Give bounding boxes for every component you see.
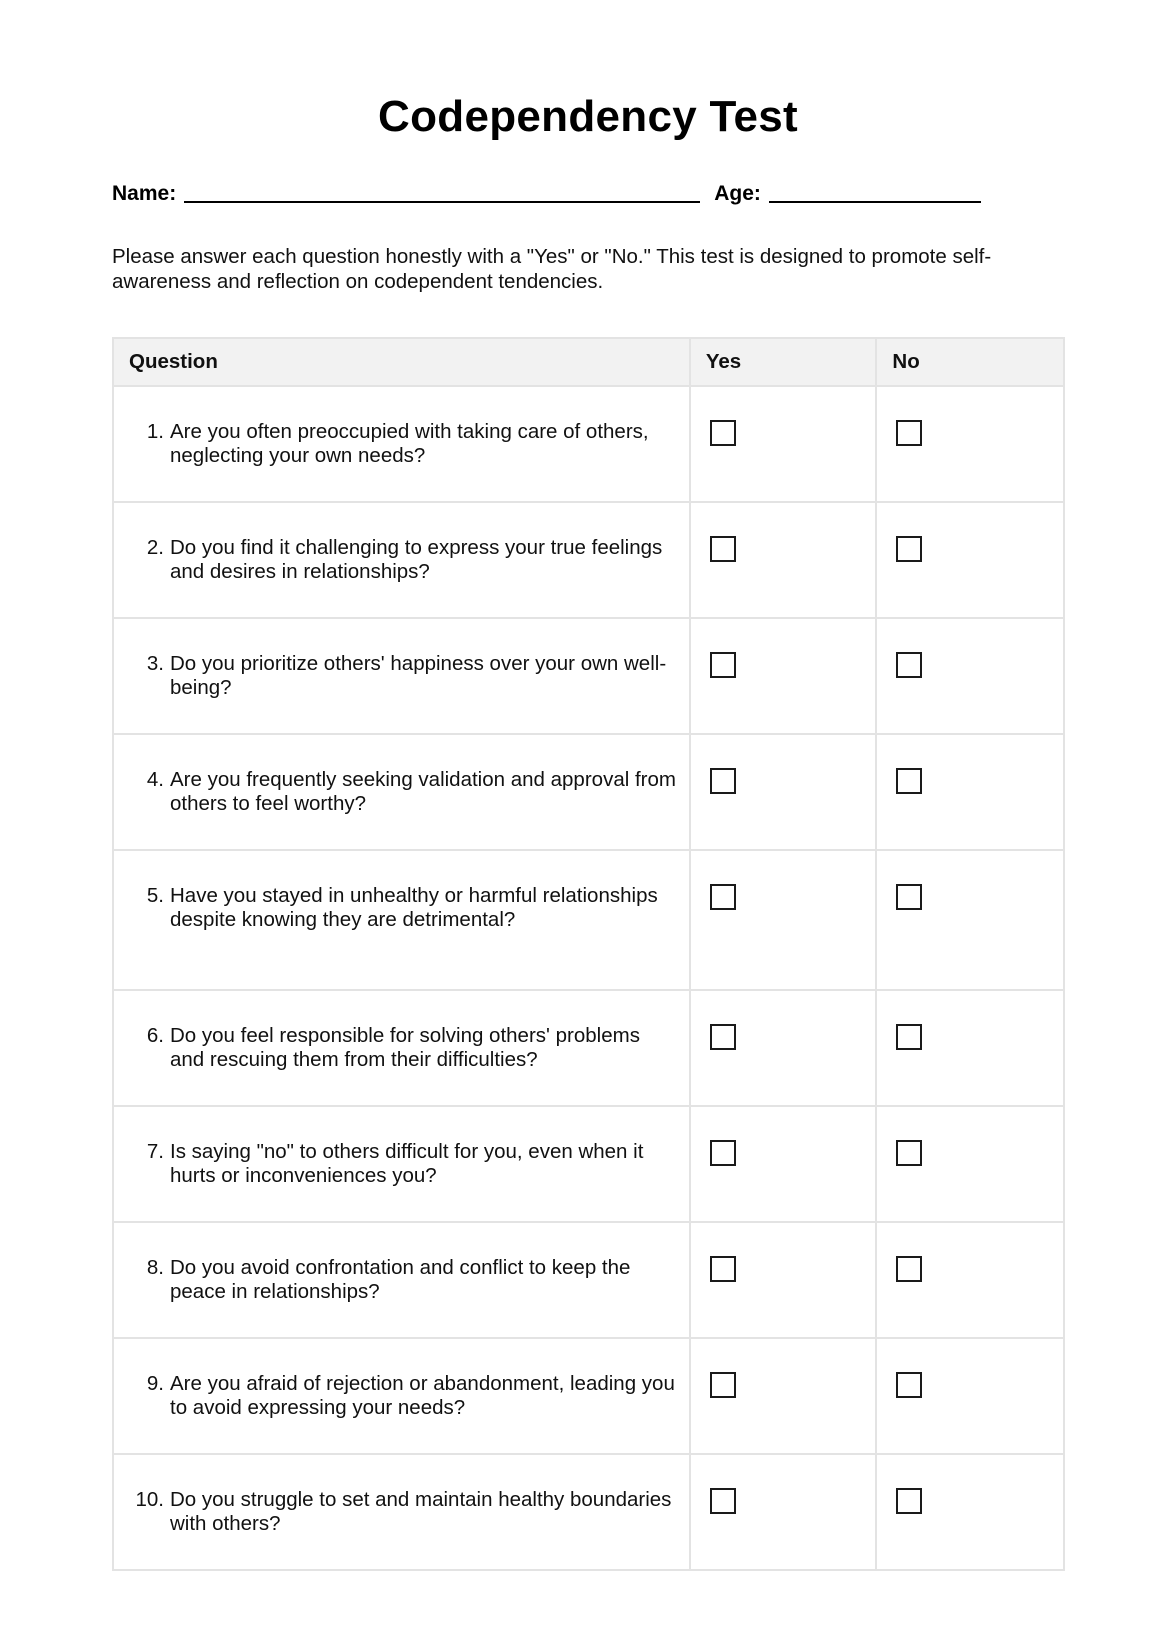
yes-cell <box>690 618 877 734</box>
no-checkbox[interactable] <box>896 884 922 910</box>
column-header-question: Question <box>113 338 690 386</box>
yes-cell <box>690 1106 877 1222</box>
no-checkbox[interactable] <box>896 1488 922 1514</box>
yes-checkbox[interactable] <box>710 1256 736 1282</box>
no-cell <box>876 502 1064 618</box>
question-text: Do you struggle to set and maintain healthy boundaries with others? <box>170 1488 672 1535</box>
table-row <box>113 1106 1064 1222</box>
age-label: Age: <box>714 182 761 205</box>
yes-cell <box>690 502 877 618</box>
table-header-row <box>113 338 1064 386</box>
table-row <box>113 618 1064 734</box>
question-cell <box>113 1106 690 1222</box>
question-number: 9. <box>146 1372 164 1395</box>
question-text: Is saying "no" to others difficult for you, even when it hurts or inconveniences you? <box>170 1140 644 1187</box>
question-number: 6. <box>146 1024 164 1047</box>
question-cell <box>113 1454 690 1570</box>
table-row <box>113 990 1064 1106</box>
no-checkbox[interactable] <box>896 652 922 678</box>
table-row <box>113 850 1064 990</box>
page-title: Codependency Test <box>378 92 798 141</box>
yes-checkbox[interactable] <box>710 1024 736 1050</box>
question-number: 4. <box>146 768 164 791</box>
column-header-yes: Yes <box>690 338 877 386</box>
question-cell <box>113 502 690 618</box>
yes-checkbox[interactable] <box>710 652 736 678</box>
column-header-no: No <box>876 338 1064 386</box>
yes-cell <box>690 1222 877 1338</box>
table-row <box>113 1454 1064 1570</box>
table-row <box>113 734 1064 850</box>
question-cell <box>113 850 690 990</box>
question-number: 3. <box>146 652 164 675</box>
questions-table <box>112 337 1065 1571</box>
no-cell <box>876 734 1064 850</box>
yes-cell <box>690 1454 877 1570</box>
yes-checkbox[interactable] <box>710 884 736 910</box>
question-number: 7. <box>146 1140 164 1163</box>
question-cell <box>113 990 690 1106</box>
name-age-row <box>112 176 981 206</box>
no-cell <box>876 990 1064 1106</box>
question-text: Are you often preoccupied with taking care of others, neglecting your own needs? <box>170 420 649 467</box>
no-checkbox[interactable] <box>896 1140 922 1166</box>
instructions-text: Please answer each question honestly with a "Yes" or "No." This test is designed to promote self-awareness and reflection on codependent tendencies. <box>112 245 992 293</box>
age-field[interactable] <box>769 181 981 203</box>
yes-checkbox[interactable] <box>710 420 736 446</box>
no-checkbox[interactable] <box>896 536 922 562</box>
no-cell <box>876 1222 1064 1338</box>
yes-checkbox[interactable] <box>710 1372 736 1398</box>
no-checkbox[interactable] <box>896 1256 922 1282</box>
yes-checkbox[interactable] <box>710 1488 736 1514</box>
name-label: Name: <box>112 182 177 205</box>
question-text: Do you find it challenging to express your true feelings and desires in relationships? <box>170 536 663 583</box>
question-number: 5. <box>146 884 164 907</box>
question-text: Have you stayed in unhealthy or harmful relationships despite knowing they are detrimental? <box>170 884 658 931</box>
question-text: Do you feel responsible for solving others' problems and rescuing them from their difficulties? <box>170 1024 640 1071</box>
yes-cell <box>690 990 877 1106</box>
yes-checkbox[interactable] <box>710 768 736 794</box>
table-row <box>113 1222 1064 1338</box>
question-cell <box>113 1222 690 1338</box>
no-checkbox[interactable] <box>896 1372 922 1398</box>
table-row <box>113 502 1064 618</box>
table-row <box>113 1338 1064 1454</box>
question-number: 2. <box>146 536 164 559</box>
no-cell <box>876 1106 1064 1222</box>
question-number: 1. <box>146 420 164 443</box>
yes-checkbox[interactable] <box>710 536 736 562</box>
yes-cell <box>690 1338 877 1454</box>
yes-cell <box>690 850 877 990</box>
name-field[interactable] <box>184 181 700 203</box>
question-cell <box>113 734 690 850</box>
no-cell <box>876 850 1064 990</box>
question-cell <box>113 1338 690 1454</box>
yes-checkbox[interactable] <box>710 1140 736 1166</box>
no-checkbox[interactable] <box>896 1024 922 1050</box>
table-row <box>113 386 1064 502</box>
question-number: 8. <box>146 1256 164 1279</box>
question-text: Do you avoid confrontation and conflict to keep the peace in relationships? <box>170 1256 631 1303</box>
question-text: Are you frequently seeking validation and approval from others to feel worthy? <box>170 768 676 815</box>
question-number: 10. <box>135 1488 164 1511</box>
no-cell <box>876 1338 1064 1454</box>
question-text: Are you afraid of rejection or abandonment, leading you to avoid expressing your needs? <box>170 1372 675 1419</box>
no-cell <box>876 618 1064 734</box>
question-cell <box>113 386 690 502</box>
no-cell <box>876 1454 1064 1570</box>
no-checkbox[interactable] <box>896 420 922 446</box>
no-cell <box>876 386 1064 502</box>
no-checkbox[interactable] <box>896 768 922 794</box>
yes-cell <box>690 386 877 502</box>
question-cell <box>113 618 690 734</box>
question-text: Do you prioritize others' happiness over your own well-being? <box>170 652 667 699</box>
yes-cell <box>690 734 877 850</box>
